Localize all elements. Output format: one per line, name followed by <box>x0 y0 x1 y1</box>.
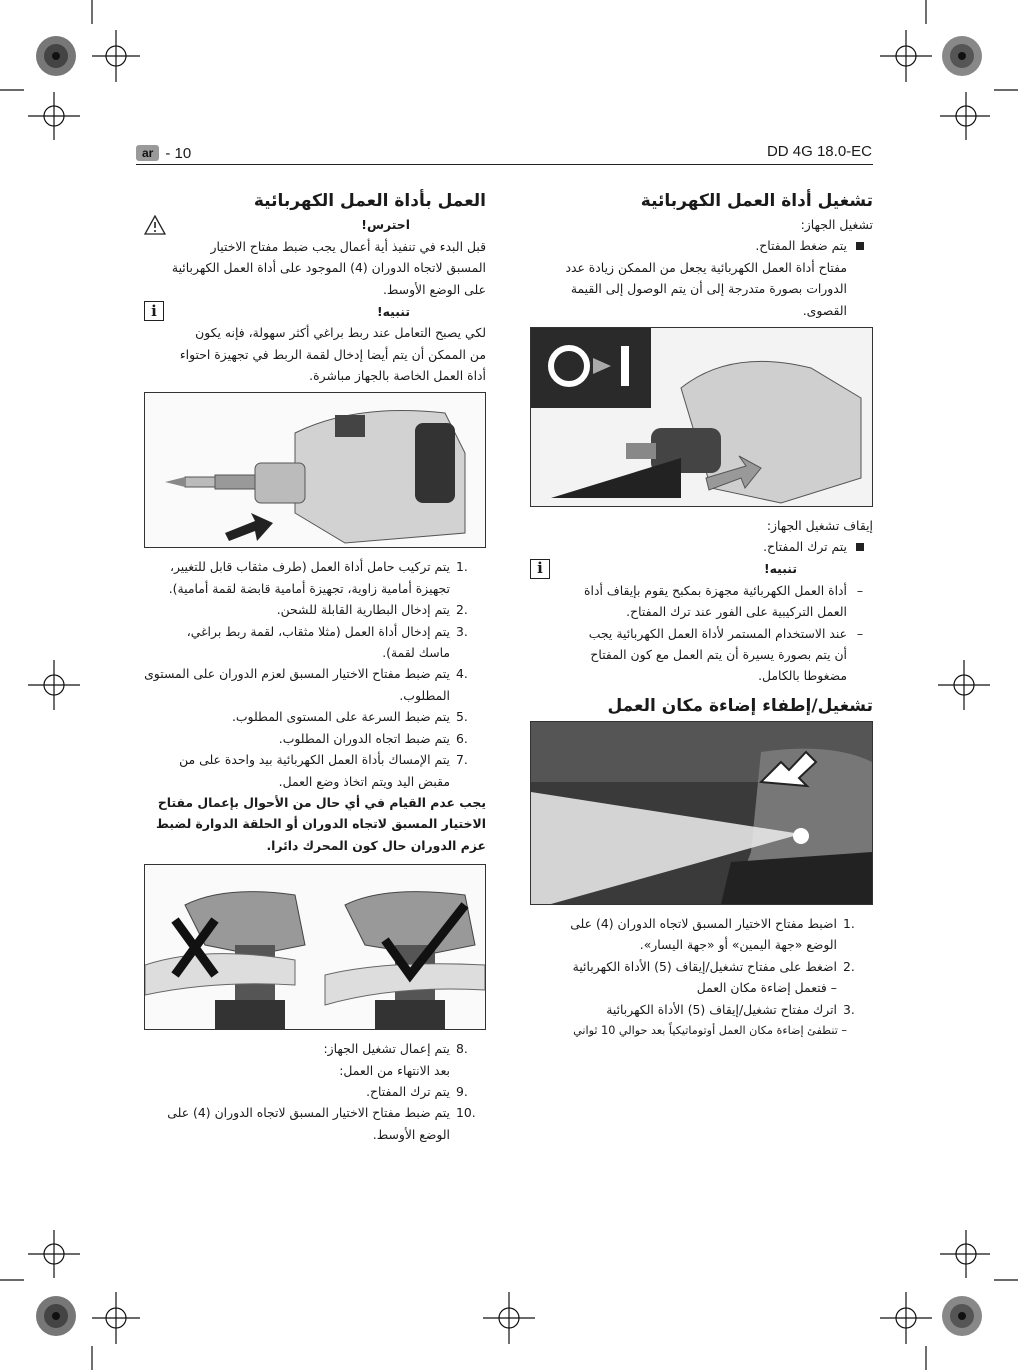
crosshair-mark-icon <box>28 92 80 140</box>
finish-steps <box>144 1038 486 1145</box>
step-item: 3. اترك مفتاح تشغيل/إيقاف (5) الأداة الكهربائية – تنطفئ إضاءة مكان العمل أوتوماتيكياً بعد حوالي 10 ثواني <box>573 1001 855 1037</box>
step-item: 7. يتم الإمساك بأداة العمل الكهربائية بيد واحدة على من مقبض اليد ويتم اتخاذ وضع العمل. <box>179 752 468 789</box>
section-title: العمل بأداة العمل الكهربائية <box>253 191 486 211</box>
light-steps <box>530 913 873 1041</box>
step-item: 2. يتم إدخال البطارية القابلة للشحن. <box>276 602 468 618</box>
crosshair-mark-icon <box>880 30 932 82</box>
step-item: 6. يتم ضبط اتجاه الدوران المطلوب. <box>278 730 468 746</box>
color-target-icon <box>36 1296 76 1336</box>
warning-box <box>144 214 486 236</box>
step-item: 4. يتم ضبط مفتاح الاختيار المسبق لعزم الدوران على المستوى المطلوب. <box>144 666 468 703</box>
crosshair-mark-icon <box>28 660 80 710</box>
grip-figure <box>144 864 486 1030</box>
dash-item: – أداة العمل الكهربائية مجهزة بمكبح يقوم بإيقاف أداة العمل التركيبية على الفور عند ترك المفتاح. <box>584 582 864 620</box>
page-header <box>136 143 191 163</box>
info-icon: i <box>530 559 550 579</box>
model-name: DD 4G 18.0-EC <box>766 143 872 160</box>
subheading: تشغيل الجهاز: <box>800 217 873 232</box>
crosshair-mark-icon <box>92 30 140 82</box>
square-bullet-icon <box>856 543 864 551</box>
drill-trigger-illustration <box>531 328 872 506</box>
crosshair-mark-icon <box>940 92 990 140</box>
page-number: - 10 <box>165 144 192 162</box>
crosshair-mark-icon <box>880 1292 932 1344</box>
grip-illustration <box>145 865 485 1029</box>
bullet-item: يتم ترك المفتاح. <box>530 536 873 557</box>
subheading: إيقاف تشغيل الجهاز: <box>766 518 873 534</box>
step-item: 1. اضبط مفتاح الاختيار المسبق لاتجاه الدوران (4) على الوضع «جهة اليمين» أو «جهة اليسار». <box>570 915 855 953</box>
warning-triangle-icon <box>144 215 166 235</box>
step-item: 10. يتم ضبط مفتاح الاختيار المسبق لاتجاه الدوران (4) على الوضع الأوسط. <box>167 1105 476 1142</box>
crosshair-mark-icon <box>940 1230 990 1278</box>
info-icon: i <box>144 301 164 321</box>
color-target-icon <box>942 1296 982 1336</box>
drill-switch-figure <box>530 327 873 507</box>
left-column <box>144 188 486 1145</box>
color-target-icon <box>36 36 76 76</box>
note-box <box>530 558 873 580</box>
paragraph: مفتاح أداة العمل الكهربائية يجعل من الممكن زيادة عدد الدورات بصورة متدرجة إلى أن يتم الوصول إلى القيمة القصوى. <box>565 259 847 318</box>
crosshair-mark-icon <box>938 660 990 710</box>
screw-bit-icon <box>185 477 215 487</box>
note-title: تنبيه! <box>764 561 797 577</box>
bit-insert-illustration <box>145 393 485 547</box>
square-bullet-icon <box>856 242 864 250</box>
paragraph: قبل البدء في تنفيذ أية أعمال يجب ضبط مفتاح الاختيار المسبق لاتجاه الدوران (4) الموجود على أداة العمل الكهربائية على الوضع الأوسط. <box>171 239 486 297</box>
dash-item: – عند الاستخدام المستمر لأداة العمل الكهربائية يجب أن يتم بصورة يسيرة أن يتم العمل مع كون المفتاح مضغوطا بالكامل. <box>588 625 864 684</box>
step-item: 9. يتم ترك المفتاح. <box>366 1083 468 1099</box>
crosshair-mark-icon <box>28 1230 80 1278</box>
step-item: 1. يتم تركيب حامل أداة العمل (طرف مثقاب قابل للتغيير، تجهيزة أمامية زاوية، تجهيزة أمامية قابضة لقمة أمامية). <box>168 559 468 596</box>
section-title: تشغيل/إطفاء إضاءة مكان العمل <box>607 695 873 716</box>
paragraph: لكي يصبح التعامل عند ربط براغي أكثر سهولة، فإنه يكون من الممكن أن يتم أيضا إدخال لقمة الربط في تجهيزة احتواء أداة العمل الخاصة بالجهاز مباشرة. <box>179 325 486 384</box>
step-item: 3. يتم إدخال أداة العمل (مثلا مثقاب، لقمة ربط براغي، ماسك لقمة). <box>186 623 468 661</box>
work-light-illustration <box>531 722 872 904</box>
warning-title: احترس! <box>361 217 410 233</box>
section-title: تشغيل أداة العمل الكهربائية <box>640 191 873 211</box>
crosshair-mark-icon <box>483 1292 535 1344</box>
on-symbol-icon <box>621 346 629 386</box>
right-column <box>530 188 873 1041</box>
color-target-icon <box>942 36 982 76</box>
note-title: تنبيه! <box>377 303 410 319</box>
bold-warning-text: يجب عدم القيام في أي حال من الأحوال بإعمال مفتاح الاختيار المسبق لاتجاه الدوران أو الحلقة الدوارة لضبط عزم الدوران حال كون المحرك دائرا. <box>156 794 486 853</box>
bit-insert-figure <box>144 392 486 548</box>
led-light-icon <box>793 828 809 844</box>
note-box <box>144 300 486 322</box>
language-tag: ar <box>136 145 159 161</box>
step-item: 2. اضغط على مفتاح تشغيل/إيقاف (5) الأداة الكهربائية – فتعمل إضاءة مكان العمل <box>572 958 855 996</box>
step-item: 8. يتم إعمال تشغيل الجهاز: <box>323 1041 468 1057</box>
step-item: 5. يتم ضبط السرعة على المستوى المطلوب. <box>231 709 468 725</box>
header-divider <box>136 164 873 165</box>
step-item: بعد الانتهاء من العمل: <box>339 1062 450 1078</box>
crosshair-mark-icon <box>92 1292 140 1344</box>
work-light-figure <box>530 721 873 905</box>
operation-steps <box>144 556 486 791</box>
bullet-item: يتم ضغط المفتاح. <box>530 235 873 256</box>
